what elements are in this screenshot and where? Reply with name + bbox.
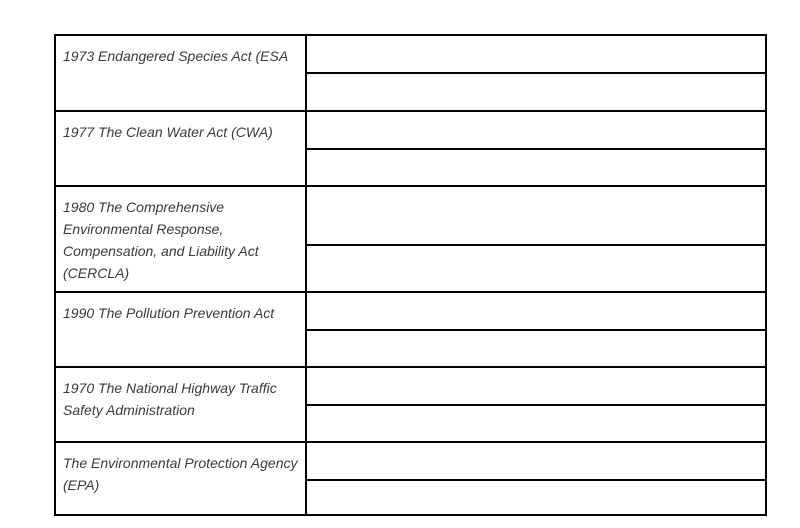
answer-cell[interactable] [307, 368, 765, 406]
answer-cell[interactable] [307, 406, 765, 441]
answer-cell[interactable] [307, 187, 765, 246]
laws-table [54, 34, 767, 516]
row-label: The Environmental Protection Agency (EPA) [56, 443, 307, 514]
row-label: 1973 Endangered Species Act (ESA [56, 36, 307, 110]
table-row [56, 368, 765, 443]
table-row [56, 36, 765, 112]
answer-cell[interactable] [307, 112, 765, 150]
answer-cell[interactable] [307, 74, 765, 110]
answer-cell[interactable] [307, 150, 765, 185]
table-row [56, 443, 765, 514]
table-row [56, 112, 765, 187]
row-label: 1970 The National Highway Traffic Safety Administration [56, 368, 307, 441]
answer-cell[interactable] [307, 481, 765, 514]
answer-cell[interactable] [307, 443, 765, 481]
table-row [56, 187, 765, 293]
row-label: 1990 The Pollution Prevention Act [56, 293, 307, 366]
table-row [56, 293, 765, 368]
row-label: 1980 The Comprehensive Environmental Response, Compensation, and Liability Act (CERCLA) [56, 187, 307, 291]
answer-cell[interactable] [307, 36, 765, 74]
answer-cell[interactable] [307, 246, 765, 291]
answer-cell[interactable] [307, 331, 765, 366]
answer-cell[interactable] [307, 293, 765, 331]
row-label: 1977 The Clean Water Act (CWA) [56, 112, 307, 185]
